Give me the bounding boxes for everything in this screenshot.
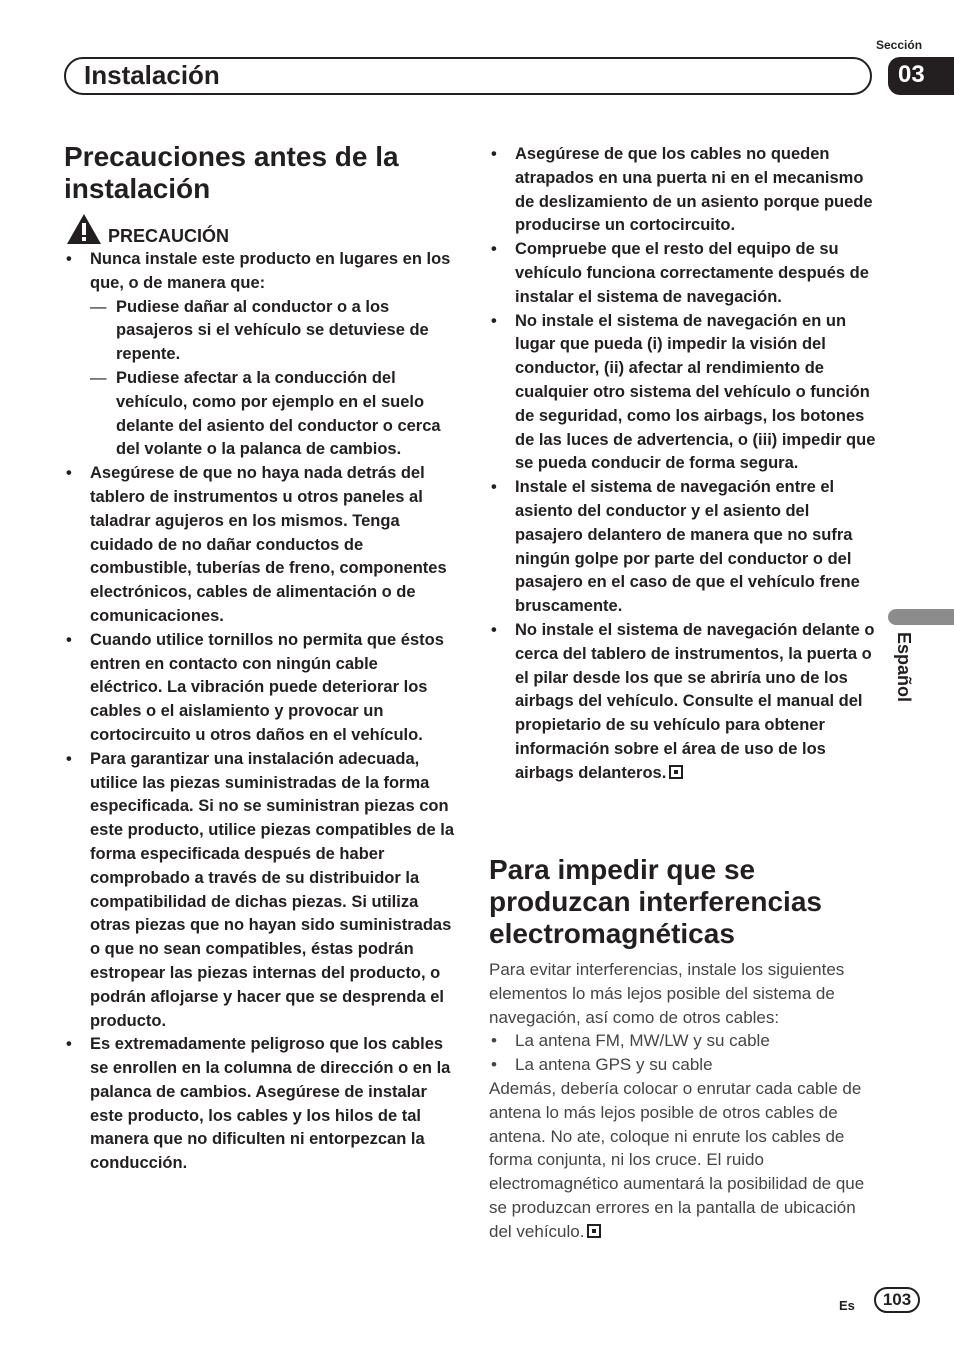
list-item: • Cuando utilice tornillos no permita que éstos entren en contacto con ningún cable eléctrico. La vibración puede deteriorar los cables o el aislamiento y provocar un cortocircuito u otros daños en el vehículo. [66,630,444,744]
end-of-section-icon [669,765,683,779]
bullet-icon: • [66,630,72,649]
bullet-icon: • [491,240,497,259]
intro-paragraph: Para evitar interferencias, instale los siguientes elementos lo más lejos posible del sistema de navegación, así como de otros cables: [489,960,845,1027]
list-item: • Asegúrese de que los cables no queden atrapados en una puerta ni en el mecanismo de deslizamiento de un asiento porque puede producirse un cortocircuito. [491,145,873,235]
list-item: • No instale el sistema de navegación delante o cerca del tablero de instrumentos, la puerta o el pilar desde los que se abriría uno de los airbags del vehículo. Consulte el manual del propietario de su vehículo para obtener información sobre el área de uso de los airbags delanteros. [491,620,875,782]
list-item: • Nunca instale este producto en lugares en los que, o de manera que: — Pudiese dañar al conductor o a los pasajeros si el vehículo se detuviese de repente. — Pudiese afectar a la conducción del vehículo, como por ejemplo en el suelo delante del asiento del conductor o cerca del volante o la palanca de cambios. [64,248,454,462]
caution-label: PRECAUCIÓN [108,226,230,246]
section-label: Sección [876,38,923,52]
list-item: • La antena FM, MW/LW y su cable [489,1029,879,1053]
section-number-badge: 03 [888,57,954,95]
bullet-icon: • [66,1035,72,1054]
bullet-icon: • [491,478,497,497]
list-item: • No instale el sistema de navegación en un lugar que pueda (i) impedir la visión del conductor, (ii) afectar al rendimiento de cualquier otro sistema del vehículo o función de seguridad, como los airbags, los botones de las luces de advertencia, o (iii) impedir que se pueda conducir de forma segura. [491,311,876,473]
language-tab-label: Español [894,632,914,703]
language-tab-marker [888,609,954,625]
dash-icon: — [90,297,107,316]
end-of-section-icon [587,1224,601,1238]
footer-language-code: Es [839,1298,855,1313]
antenna-list [489,1029,879,1077]
bullet-icon: • [491,1031,497,1051]
page-number: 103 [874,1287,920,1313]
sub-list-item: — Pudiese dañar al conductor o a los pasajeros si el vehículo se detuviese de repente. [90,297,429,364]
list-item: • La antena GPS y su cable [489,1053,879,1077]
section-heading-precautions: Precauciones antes de la instalación [64,141,399,204]
section-heading-interference: Para impedir que se produzcan interferencias electromagnéticas [489,854,822,949]
page-title: Instalación [84,60,220,90]
bullet-icon: • [66,749,72,768]
bullet-icon: • [491,620,497,639]
list-item: • Para garantizar una instalación adecuada, utilice las piezas suministradas de la forma especificada. Si no se suministran piezas con este producto, utilice piezas compatibles de la forma especificada después de haber comprobado a través de su distribuidor la compatibilidad de dichas piezas. Si utiliza otras piezas que no hayan sido suministradas o que no sean compatibles, éstas podrán estropear las piezas internas del producto, o podrán aflojarse y hacer que se desprenda el producto. [66,749,455,1030]
installation-notes-list [489,143,881,786]
bullet-icon: • [66,464,72,483]
bullet-icon: • [491,311,497,330]
list-item: • Asegúrese de que no haya nada detrás del tablero de instrumentos u otros paneles al taladrar agujeros en los mismos. Tenga cuidado de no dañar conductos de combustible, tuberías de freno, componentes electrónicos, cables de alimentación o de comunicaciones. [66,464,447,625]
bullet-icon: • [66,250,72,268]
list-item: • Compruebe que el resto del equipo de su vehículo funciona correctamente después de instalar el sistema de navegación. [491,240,869,306]
closing-paragraph: Además, debería colocar o enrutar cada cable de antena lo más lejos posible de otros cables de antena. No ate, coloque ni enrute los cables de forma conjunta, ni los cruce. El ruido electromagnético aumentará la posibilidad de que se produzcan errores en la pantalla de ubicación del vehículo. [489,1078,865,1241]
warning-triangle-icon [66,213,102,245]
list-item: • Es extremadamente peligroso que los cables se enrollen en la columna de dirección o en la palanca de cambios. Asegúrese de instalar este producto, los cables y los hilos de tal manera que no dificulten ni entorpezcan la conducción. [66,1035,451,1173]
precautions-list [64,248,454,1176]
bullet-icon: • [491,145,497,163]
list-item: • Instale el sistema de navegación entre el asiento del conductor y el asiento del pasajero delantero de manera que no sufra ningún golpe por parte del conductor o del pasajero en el caso de que el vehículo frene bruscamente. [491,478,860,616]
bullet-icon: • [491,1055,497,1075]
dash-icon: — [90,368,107,387]
sub-list-item: — Pudiese afectar a la conducción del vehículo, como por ejemplo en el suelo delante del asiento del conductor o cerca del volante o la palanca de cambios. [90,368,441,459]
